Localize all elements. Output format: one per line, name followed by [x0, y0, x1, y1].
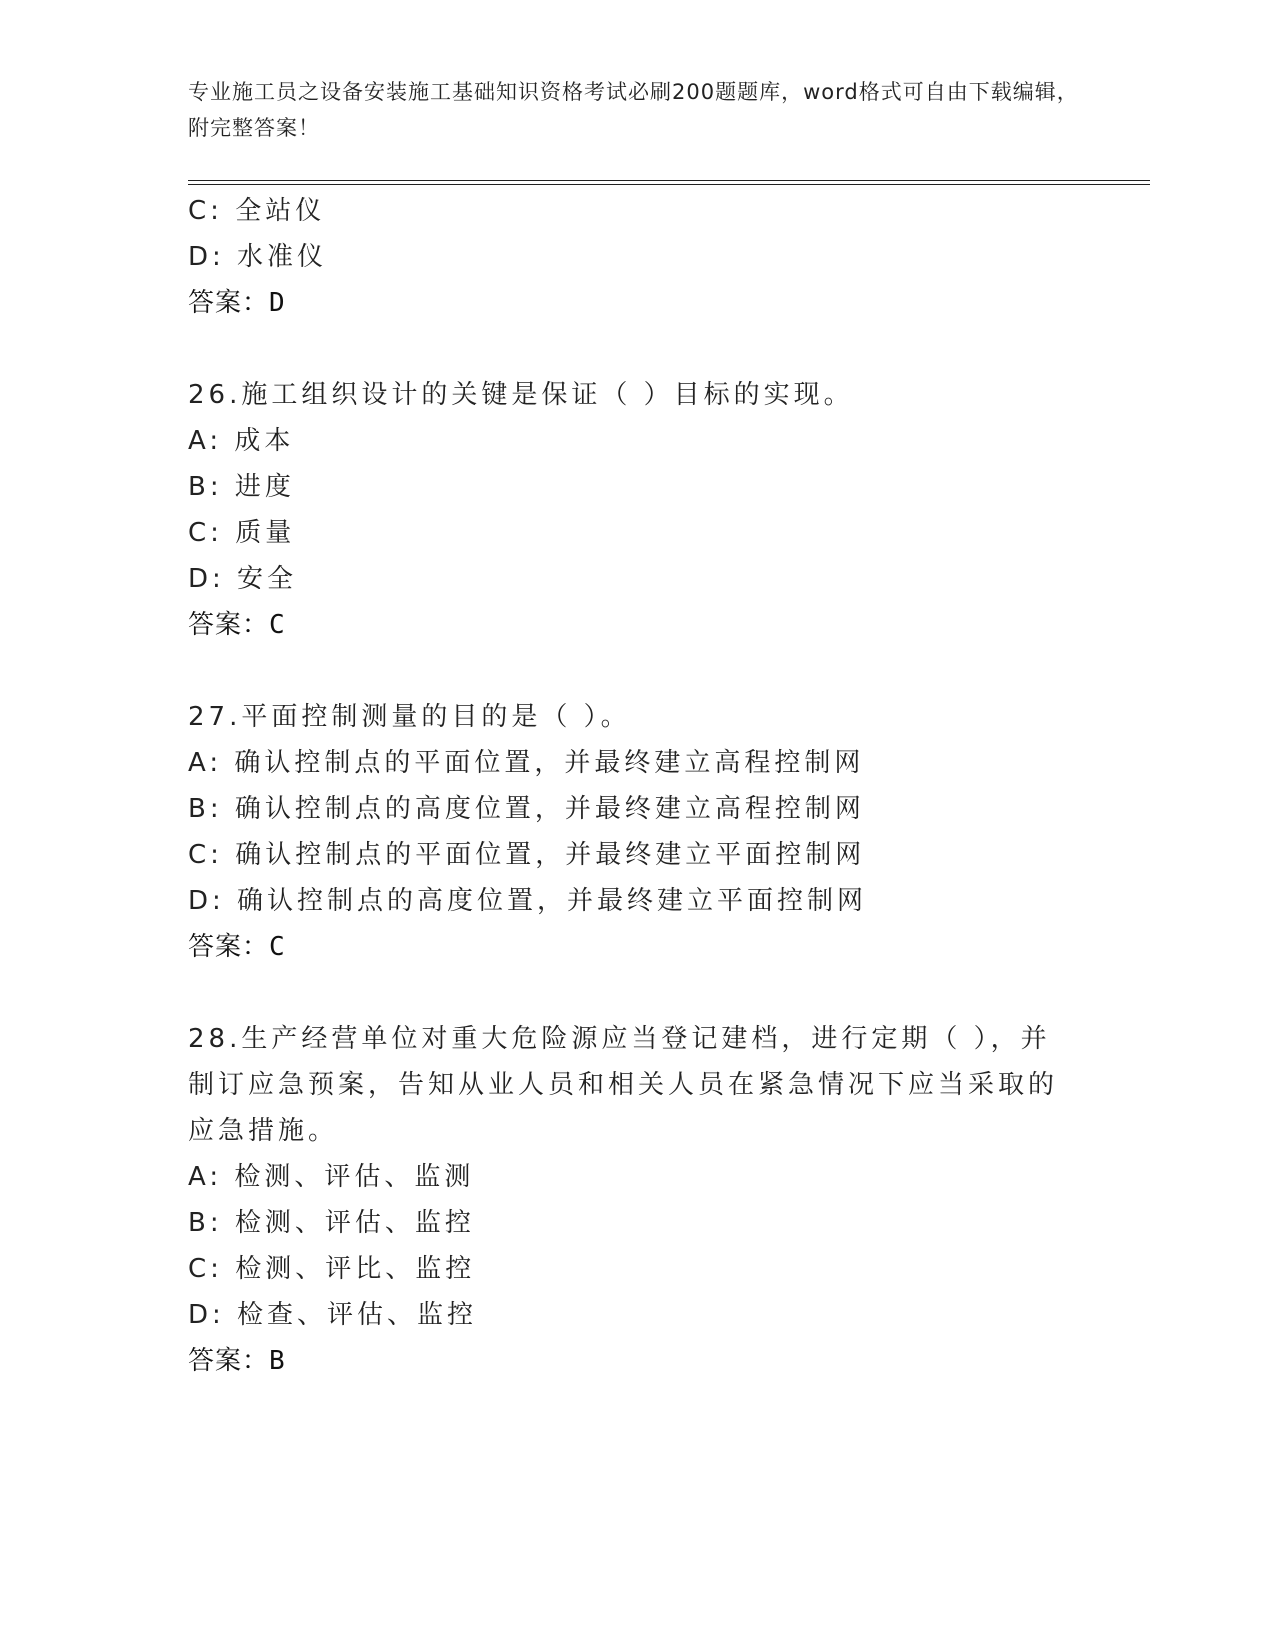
answer-label: 答案： — [188, 610, 270, 640]
option-text: 质量 — [235, 518, 296, 548]
option-d — [188, 1292, 1088, 1338]
document-body — [188, 188, 1088, 1384]
option-d — [188, 556, 1088, 602]
option-label: A: — [188, 1162, 223, 1192]
answer-value: C — [269, 932, 286, 962]
option-text: 检测、评比、监控 — [235, 1254, 476, 1284]
answer-line — [188, 924, 1088, 970]
spacer — [188, 970, 1088, 1016]
option-text: 检测、评估、监测 — [234, 1162, 475, 1192]
option-a — [188, 1154, 1088, 1200]
option-label: C: — [188, 518, 223, 548]
document-header — [188, 74, 1088, 146]
option-label: C: — [188, 840, 223, 870]
header-title: 专业施工员之设备安装施工基础知识资格考试必刷200题题库，word格式可自由下载编辑，附完整答案！ — [188, 80, 1079, 140]
option-label: D: — [188, 1300, 225, 1330]
option-text: 进度 — [234, 472, 295, 502]
question-stem: 28.生产经营单位对重大危险源应当登记建档，进行定期（ ），并制订应急预案，告知从业人员和相关人员在紧急情况下应当采取的应急措施。 — [188, 1024, 1059, 1146]
answer-value: B — [269, 1346, 286, 1376]
option-label: B: — [188, 794, 223, 824]
option-label: A: — [188, 748, 223, 778]
spacer — [188, 326, 1088, 372]
option-c — [188, 188, 1088, 234]
answer-line — [188, 602, 1088, 648]
option-label: A: — [188, 426, 223, 456]
header-divider-bottom — [188, 184, 1150, 185]
option-text: 确认控制点的高度位置，并最终建立平面控制网 — [237, 886, 868, 916]
option-c — [188, 510, 1088, 556]
option-b — [188, 1200, 1088, 1246]
option-text: 确认控制点的高度位置，并最终建立高程控制网 — [234, 794, 865, 824]
answer-line — [188, 1338, 1088, 1384]
question-27 — [188, 694, 1088, 970]
option-text: 全站仪 — [235, 196, 326, 226]
answer-value: C — [269, 610, 286, 640]
option-label: C: — [188, 1254, 223, 1284]
answer-label: 答案： — [188, 1346, 270, 1376]
question-stem: 27.平面控制测量的目的是（ ）。 — [188, 702, 631, 732]
option-text: 确认控制点的平面位置，并最终建立高程控制网 — [234, 748, 865, 778]
option-b — [188, 786, 1088, 832]
option-text: 检查、评估、监控 — [237, 1300, 478, 1330]
option-d — [188, 878, 1088, 924]
spacer — [188, 648, 1088, 694]
question-28 — [188, 1016, 1088, 1384]
option-text: 成本 — [234, 426, 295, 456]
option-c — [188, 832, 1088, 878]
option-c — [188, 1246, 1088, 1292]
option-a — [188, 418, 1088, 464]
option-label: C: — [188, 196, 223, 226]
option-d — [188, 234, 1088, 280]
option-text: 检测、评估、监控 — [234, 1208, 475, 1238]
option-label: D: — [188, 564, 225, 594]
question-25-continuation — [188, 188, 1088, 326]
question-26 — [188, 372, 1088, 648]
option-label: D: — [188, 242, 225, 272]
question-stem: 26.施工组织设计的关键是保证（ ）目标的实现。 — [188, 380, 854, 410]
answer-label: 答案： — [188, 288, 270, 318]
option-text: 水准仪 — [237, 242, 328, 272]
option-label: D: — [188, 886, 225, 916]
answer-value: D — [269, 288, 286, 318]
answer-label: 答案： — [188, 932, 270, 962]
option-label: B: — [188, 472, 223, 502]
option-a — [188, 740, 1088, 786]
header-divider-top — [188, 180, 1150, 181]
option-text: 确认控制点的平面位置，并最终建立平面控制网 — [235, 840, 866, 870]
option-label: B: — [188, 1208, 223, 1238]
option-text: 安全 — [237, 564, 298, 594]
answer-line — [188, 280, 1088, 326]
option-b — [188, 464, 1088, 510]
